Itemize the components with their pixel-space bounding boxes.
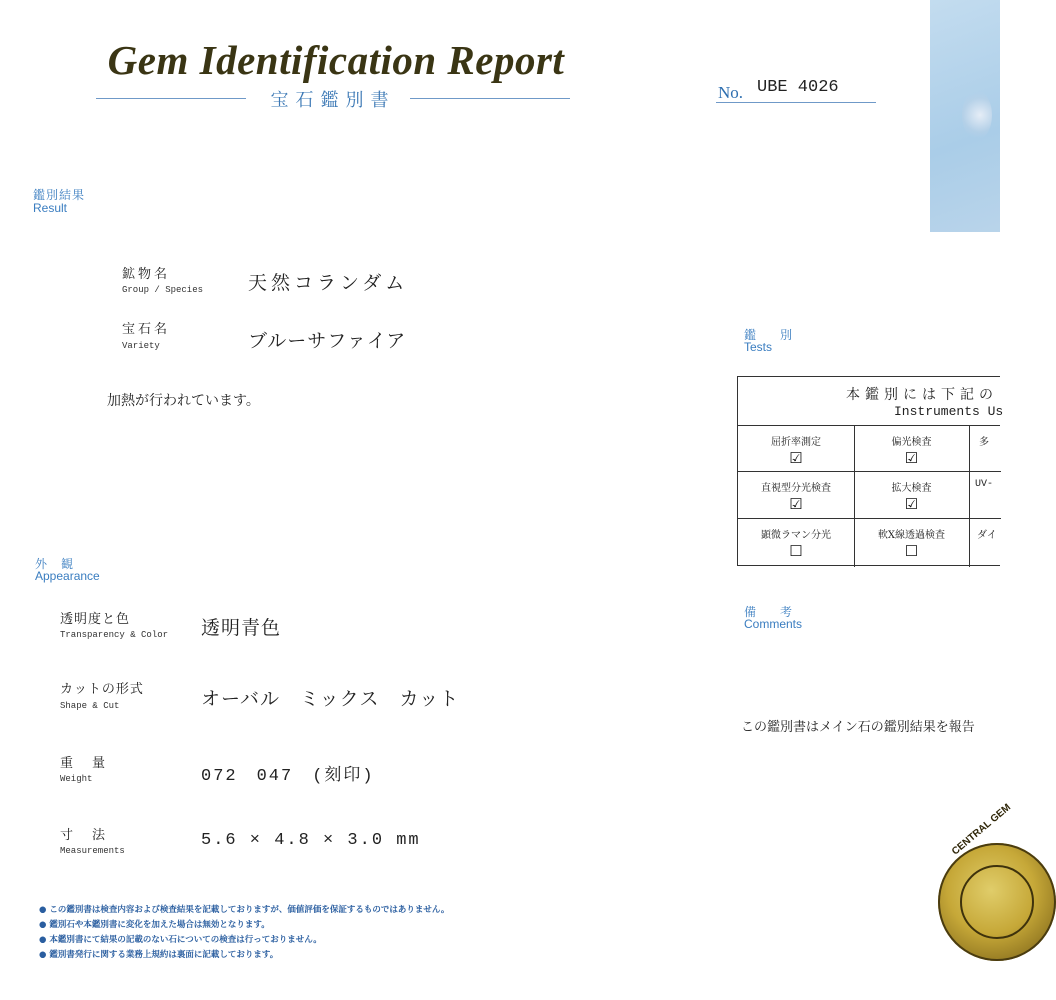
cut-label-jp: カットの形式: [60, 682, 144, 697]
variety-value: ブルーサファイア: [248, 330, 407, 352]
tests-table-header: [738, 377, 1004, 426]
comments-section-en: Comments: [744, 617, 803, 631]
test-cell-xray: 軟X線透過検査 ☐: [854, 518, 969, 565]
result-section-en: Result: [33, 201, 68, 215]
group-label-jp: 鉱物名: [122, 267, 171, 282]
test-cell-refractive-index: 屈折率測定 ☑: [738, 425, 854, 471]
test-cell-partial-1: 多: [979, 437, 989, 448]
checkbox-checked-icon: ☑: [904, 495, 919, 513]
checkbox-empty-icon: ☐: [789, 542, 803, 560]
seal-inner-ring: [960, 865, 1034, 939]
variety-label-en: Variety: [122, 341, 160, 351]
checkbox-checked-icon: ☑: [789, 495, 803, 513]
test-cell-partial-2: UV-: [975, 479, 994, 490]
weight-value: 072 047 (刻印): [201, 767, 375, 786]
tests-section-en: Tests: [744, 340, 773, 354]
footer-note-3: ● 本鑑別書にて結果の記載のない石についての検査は行っておりません。: [39, 935, 322, 945]
gem-photo-highlight: [962, 90, 992, 140]
report-title: Gem Identification Report: [107, 37, 565, 83]
test-cell-partial-3: ダイ: [977, 530, 997, 541]
cut-label-en: Shape & Cut: [60, 701, 120, 711]
report-number-label: No.: [718, 83, 744, 102]
tests-header-jp: 本鑑別には下記の: [846, 387, 998, 403]
weight-label-en: Weight: [60, 774, 93, 784]
transparency-value: 透明青色: [201, 617, 282, 639]
comments-section-jp: 備 考: [744, 605, 799, 619]
checkbox-checked-icon: ☑: [789, 449, 803, 467]
test-cell-magnification: 拡大検査 ☑: [854, 471, 969, 518]
subtitle-text: 宝石鑑別書: [270, 90, 396, 111]
report-number-value: UBE 4026: [757, 78, 839, 97]
checkbox-checked-icon: ☑: [904, 449, 919, 467]
test-cell-spectroscope: 直視型分光検査 ☑: [738, 471, 854, 518]
measurements-label-jp: 寸 法: [60, 828, 109, 843]
footer-note-1: ● この鑑別書は検査内容および検査結果を記載しておりますが、価値評価を保証するものではありません。: [39, 905, 450, 915]
report-number-rule: [716, 102, 876, 103]
tests-table: [737, 376, 1004, 566]
footer-note-2: ● 鑑別石や本鑑別書に変化を加えた場合は無効となります。: [39, 920, 270, 930]
test-cell-polariscope: 偏光検査 ☑: [854, 425, 969, 471]
report-subtitle: [96, 86, 570, 112]
gold-seal-icon: [938, 801, 1056, 961]
appearance-section-jp: 外 観: [35, 557, 75, 571]
comments-text: この鑑別書はメイン石の鑑別結果を報告: [741, 720, 975, 735]
checkbox-empty-icon: ☐: [904, 542, 919, 560]
weight-label-jp: 重 量: [60, 756, 109, 771]
cut-value: オーバル ミックス カット: [201, 688, 460, 710]
footer-note-4: ● 鑑別書発行に関する業務上規約は裏面に記載しております。: [39, 950, 279, 960]
tests-header-en: Instruments Us: [894, 404, 1004, 419]
group-label-en: Group / Species: [122, 285, 204, 295]
measurements-value: 5.6 × 4.8 × 3.0 mm: [201, 831, 421, 850]
transparency-label-jp: 透明度と色: [60, 612, 131, 627]
treatment-note: 加熱が行われています。: [107, 393, 260, 409]
seal-text: CENTRAL GEM: [950, 801, 1014, 858]
result-section-jp: 鑑別結果: [33, 188, 86, 202]
variety-label-jp: 宝石名: [122, 322, 171, 337]
test-cell-raman: 顕微ラマン分光 ☐: [738, 518, 854, 565]
appearance-section-en: Appearance: [35, 569, 100, 583]
transparency-label-en: Transparency & Color: [60, 630, 169, 640]
group-value: 天然コランダム: [248, 272, 409, 294]
measurements-label-en: Measurements: [60, 846, 125, 856]
tests-section-jp: 鑑 別: [744, 328, 799, 342]
